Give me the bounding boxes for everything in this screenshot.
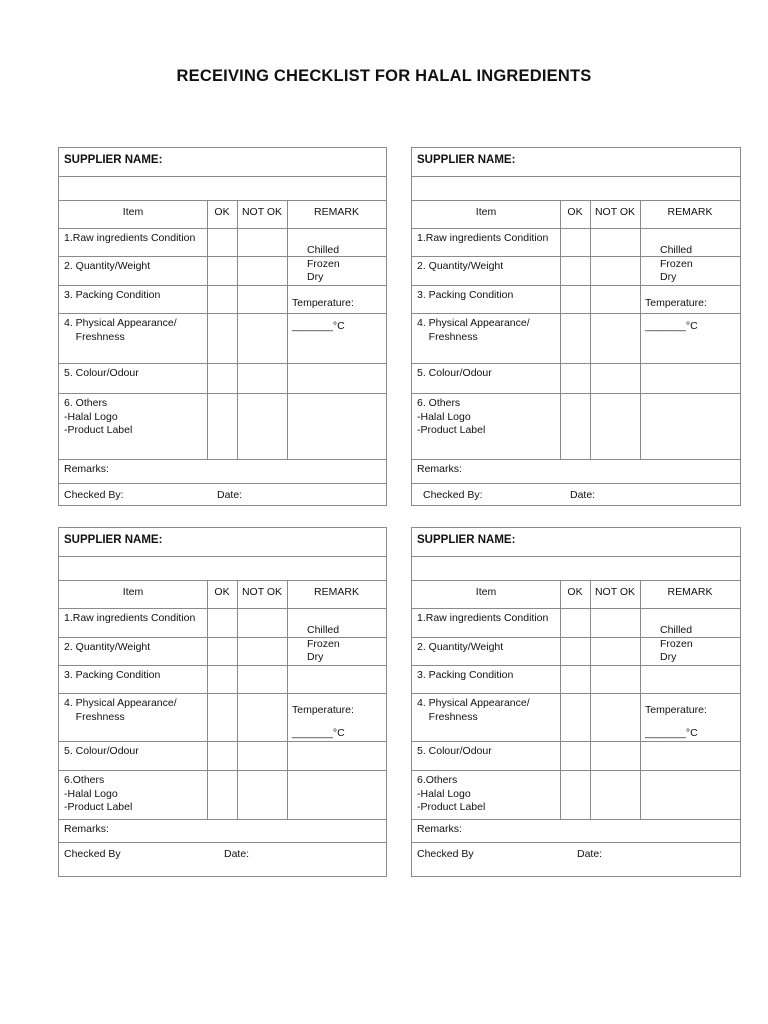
row-divider bbox=[412, 200, 740, 201]
not-ok-cell[interactable] bbox=[591, 394, 640, 459]
remarks-label: Remarks: bbox=[64, 823, 109, 835]
ok-cell[interactable] bbox=[208, 364, 237, 393]
supplier-name-label: SUPPLIER NAME: bbox=[64, 154, 163, 166]
ok-cell[interactable] bbox=[561, 364, 590, 393]
header-item: Item bbox=[122, 206, 144, 218]
not-ok-cell[interactable] bbox=[238, 694, 287, 741]
ok-cell[interactable] bbox=[561, 638, 590, 665]
checklist-item: 1.Raw ingredients Condition bbox=[64, 232, 196, 244]
row-divider bbox=[412, 459, 740, 460]
header-item: Item bbox=[475, 206, 497, 218]
header-ok: OK bbox=[567, 586, 583, 598]
temperature-field[interactable]: _______°C bbox=[292, 727, 345, 739]
not-ok-cell[interactable] bbox=[238, 229, 287, 256]
checklist-item: 2. Quantity/Weight bbox=[417, 260, 504, 272]
header-item: Item bbox=[122, 586, 144, 598]
not-ok-cell[interactable] bbox=[591, 314, 640, 363]
not-ok-cell[interactable] bbox=[238, 638, 287, 665]
header-ok: OK bbox=[214, 586, 230, 598]
checked-by-label: Checked By bbox=[64, 848, 121, 860]
remarks-label: Remarks: bbox=[417, 823, 462, 835]
not-ok-cell[interactable] bbox=[238, 771, 287, 819]
ok-cell[interactable] bbox=[561, 666, 590, 693]
storage-type-option: Frozen bbox=[307, 637, 340, 650]
supplier-name-label: SUPPLIER NAME: bbox=[417, 534, 516, 546]
ok-cell[interactable] bbox=[208, 694, 237, 741]
ok-cell[interactable] bbox=[208, 609, 237, 637]
storage-type-list bbox=[660, 624, 693, 665]
supplier-name-label: SUPPLIER NAME: bbox=[417, 154, 516, 166]
supplier-name-label: SUPPLIER NAME: bbox=[64, 534, 163, 546]
checklist-card bbox=[58, 527, 387, 877]
checklist-item: 5. Colour/Odour bbox=[64, 745, 139, 757]
storage-type-option: Dry bbox=[660, 651, 677, 663]
header-remark: REMARK bbox=[314, 206, 359, 218]
ok-cell[interactable] bbox=[208, 286, 237, 313]
ok-cell[interactable] bbox=[561, 394, 590, 459]
ok-cell[interactable] bbox=[561, 229, 590, 256]
storage-type-list bbox=[660, 244, 693, 285]
temperature-field[interactable]: _______°C bbox=[645, 727, 698, 739]
date-label: Date: bbox=[217, 489, 243, 501]
supplier-name-field[interactable] bbox=[412, 557, 740, 580]
ok-cell[interactable] bbox=[208, 394, 237, 459]
not-ok-cell[interactable] bbox=[238, 609, 287, 637]
checklist-item: 1.Raw ingredients Condition bbox=[417, 232, 549, 244]
checklist-item: 2. Quantity/Weight bbox=[64, 641, 151, 653]
remarks-label: Remarks: bbox=[417, 463, 462, 475]
header-not-ok: NOT OK bbox=[241, 586, 283, 598]
checklist-item: 6. Others -Halal Logo -Product Label bbox=[64, 397, 133, 436]
header-remark: REMARK bbox=[314, 586, 359, 598]
header-not-ok: NOT OK bbox=[241, 206, 283, 218]
checklist-item: 2. Quantity/Weight bbox=[417, 641, 504, 653]
checked-by-label: Checked By: bbox=[64, 489, 124, 501]
temperature-label: Temperature: bbox=[645, 297, 707, 309]
column-divider bbox=[640, 200, 641, 459]
header-not-ok: NOT OK bbox=[594, 586, 636, 598]
column-divider bbox=[287, 580, 288, 819]
checklist-card bbox=[411, 147, 741, 506]
supplier-name-field[interactable] bbox=[59, 557, 386, 580]
remarks-label: Remarks: bbox=[64, 463, 109, 475]
row-divider bbox=[59, 819, 386, 820]
not-ok-cell[interactable] bbox=[238, 314, 287, 363]
storage-type-option: Dry bbox=[307, 271, 324, 283]
row-divider bbox=[59, 842, 386, 843]
row-divider bbox=[59, 580, 386, 581]
temperature-label: Temperature: bbox=[292, 297, 354, 309]
row-divider bbox=[412, 819, 740, 820]
ok-cell[interactable] bbox=[561, 694, 590, 741]
header-not-ok: NOT OK bbox=[594, 206, 636, 218]
not-ok-cell[interactable] bbox=[591, 257, 640, 285]
storage-type-option: Frozen bbox=[660, 257, 693, 270]
ok-cell[interactable] bbox=[208, 638, 237, 665]
checklist-item: 5. Colour/Odour bbox=[417, 745, 492, 757]
ok-cell[interactable] bbox=[208, 742, 237, 770]
ok-cell[interactable] bbox=[208, 771, 237, 819]
not-ok-cell[interactable] bbox=[238, 666, 287, 693]
not-ok-cell[interactable] bbox=[591, 229, 640, 256]
temperature-label: Temperature: bbox=[645, 704, 707, 716]
storage-type-option: Chilled bbox=[307, 244, 340, 256]
not-ok-cell[interactable] bbox=[238, 742, 287, 770]
checked-by-label: Checked By: bbox=[423, 489, 483, 501]
temperature-field[interactable]: _______°C bbox=[292, 320, 345, 332]
storage-type-option: Chilled bbox=[307, 624, 340, 636]
date-label: Date: bbox=[570, 489, 596, 501]
temperature-field[interactable]: _______°C bbox=[645, 320, 698, 332]
ok-cell[interactable] bbox=[561, 314, 590, 363]
column-divider bbox=[287, 200, 288, 459]
date-label: Date: bbox=[577, 848, 603, 860]
checklist-item: 4. Physical Appearance/ Freshness bbox=[64, 317, 177, 343]
not-ok-cell[interactable] bbox=[238, 257, 287, 285]
not-ok-cell[interactable] bbox=[591, 286, 640, 313]
temperature-label: Temperature: bbox=[292, 704, 354, 716]
page-title: RECEIVING CHECKLIST FOR HALAL INGREDIENTS bbox=[176, 67, 592, 85]
ok-cell[interactable] bbox=[561, 286, 590, 313]
header-ok: OK bbox=[567, 206, 583, 218]
supplier-name-field[interactable] bbox=[59, 177, 386, 200]
checklist-item: 2. Quantity/Weight bbox=[64, 260, 151, 272]
storage-type-option: Dry bbox=[307, 651, 324, 663]
ok-cell[interactable] bbox=[208, 666, 237, 693]
checklist-item: 3. Packing Condition bbox=[64, 289, 161, 301]
checked-by-label: Checked By bbox=[417, 848, 474, 860]
supplier-name-field[interactable] bbox=[412, 177, 740, 200]
header-ok: OK bbox=[214, 206, 230, 218]
not-ok-cell[interactable] bbox=[591, 364, 640, 393]
ok-cell[interactable] bbox=[561, 609, 590, 637]
not-ok-cell[interactable] bbox=[591, 694, 640, 741]
checklist-item: 3. Packing Condition bbox=[64, 669, 161, 681]
ok-cell[interactable] bbox=[208, 257, 237, 285]
not-ok-cell[interactable] bbox=[238, 364, 287, 393]
ok-cell[interactable] bbox=[208, 314, 237, 363]
not-ok-cell[interactable] bbox=[238, 286, 287, 313]
not-ok-cell[interactable] bbox=[591, 638, 640, 665]
ok-cell[interactable] bbox=[561, 257, 590, 285]
not-ok-cell[interactable] bbox=[238, 394, 287, 459]
storage-type-option: Dry bbox=[660, 271, 677, 283]
row-divider bbox=[59, 200, 386, 201]
column-divider bbox=[640, 580, 641, 819]
storage-type-list bbox=[307, 244, 340, 285]
row-divider bbox=[59, 483, 386, 484]
checklist-item: 5. Colour/Odour bbox=[64, 367, 139, 379]
row-divider bbox=[412, 483, 740, 484]
checklist-item: 4. Physical Appearance/ Freshness bbox=[417, 697, 530, 723]
header-remark: REMARK bbox=[667, 586, 713, 598]
ok-cell[interactable] bbox=[561, 742, 590, 770]
not-ok-cell[interactable] bbox=[591, 609, 640, 637]
checklist-card bbox=[411, 527, 741, 877]
row-divider bbox=[59, 459, 386, 460]
checklist-item: 3. Packing Condition bbox=[417, 669, 514, 681]
header-remark: REMARK bbox=[667, 206, 713, 218]
checklist-item: 4. Physical Appearance/ Freshness bbox=[417, 317, 530, 343]
storage-type-option: Chilled bbox=[660, 624, 693, 636]
date-label: Date: bbox=[224, 848, 250, 860]
not-ok-cell[interactable] bbox=[591, 771, 640, 819]
checklist-item: 6. Others -Halal Logo -Product Label bbox=[417, 397, 486, 436]
storage-type-list bbox=[307, 624, 340, 665]
ok-cell[interactable] bbox=[561, 771, 590, 819]
storage-type-option: Frozen bbox=[660, 637, 693, 650]
not-ok-cell[interactable] bbox=[591, 742, 640, 770]
ok-cell[interactable] bbox=[208, 229, 237, 256]
checklist-item: 3. Packing Condition bbox=[417, 289, 514, 301]
checklist-item: 4. Physical Appearance/ Freshness bbox=[64, 697, 177, 723]
storage-type-option: Frozen bbox=[307, 257, 340, 270]
checklist-item: 1.Raw ingredients Condition bbox=[417, 612, 549, 624]
storage-type-option: Chilled bbox=[660, 244, 693, 256]
checklist-item: 6.Others -Halal Logo -Product Label bbox=[64, 774, 133, 813]
row-divider bbox=[412, 580, 740, 581]
header-item: Item bbox=[475, 586, 497, 598]
not-ok-cell[interactable] bbox=[591, 666, 640, 693]
checklist-item: 5. Colour/Odour bbox=[417, 367, 492, 379]
row-divider bbox=[412, 842, 740, 843]
checklist-item: 1.Raw ingredients Condition bbox=[64, 612, 196, 624]
checklist-card bbox=[58, 147, 387, 506]
checklist-item: 6.Others -Halal Logo -Product Label bbox=[417, 774, 486, 813]
